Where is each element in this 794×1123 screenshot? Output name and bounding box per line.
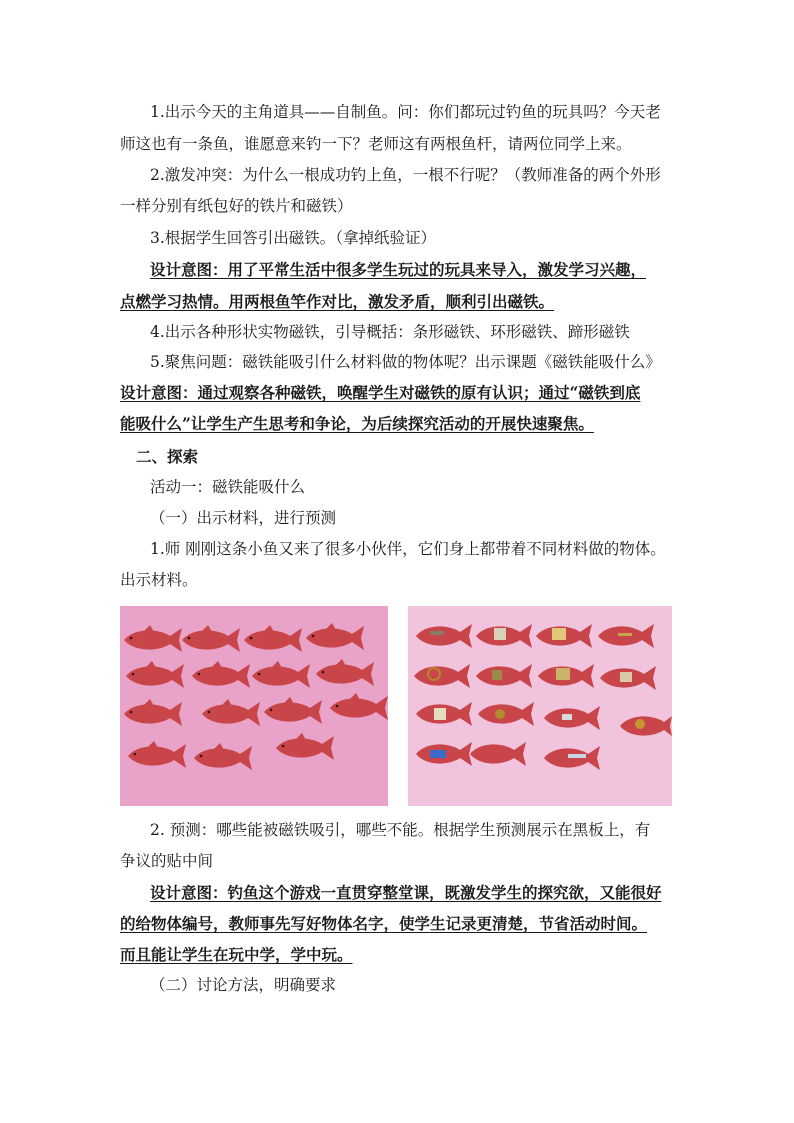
photo-fish-objects [408, 606, 672, 806]
design-intent-1: 设计意图：用了平常生活中很多学生玩过的玩具来导入，激发学习兴趣， [150, 260, 647, 279]
activity-title: 活动一：磁铁能吸什么 [150, 478, 306, 496]
intro-paragraph-1: 1.出示今天的主角道具——自制鱼。问：你们都玩过钓鱼的玩具吗？今天老 [150, 103, 661, 121]
design-intent-3-cont: 的给物体编号，教师事先写好物体名字，使学生记录更清楚，节省活动时间。 [120, 914, 648, 933]
fish-objects-svg [408, 606, 672, 806]
teacher-line-1-cont: 出示材料。 [120, 571, 198, 589]
photo-fish-labeled [120, 606, 388, 806]
intro-paragraph-2: 2.激发冲突：为什么一根成功钓上鱼，一根不行呢？（教师准备的两个外形 [150, 166, 661, 184]
design-intent-2-cont: 能吸什么”让学生产生思考和争论，为后续探究活动的开展快速聚焦。 [120, 414, 594, 433]
subsection-2: （二）讨论方法，明确要求 [150, 976, 337, 994]
design-intent-3: 设计意图：钓鱼这个游戏一直贯穿整堂课，既激发学生的探究欲，又能很好 [150, 883, 662, 902]
design-intent-1-cont: 点燃学习热情。用两根鱼竿作对比，激发矛盾，顺利引出磁铁。 [120, 292, 555, 311]
intro-paragraph-4: 4.出示各种形状实物磁铁，引导概括：条形磁铁、环形磁铁、蹄形磁铁 [150, 323, 630, 341]
prediction-line: 2. 预测：哪些能被磁铁吸引，哪些不能。根据学生预测展示在黑板上，有 [150, 821, 651, 839]
intro-paragraph-2-cont: 一样分别有纸包好的铁片和磁铁） [120, 197, 353, 215]
section-heading-explore: 二、探索 [136, 447, 199, 466]
fish-labeled-svg [120, 606, 388, 806]
prediction-line-cont: 争议的贴中间 [120, 852, 214, 870]
design-intent-2: 设计意图：通过观察各种磁铁，唤醒学生对磁铁的原有认识；通过“磁铁到底 [120, 383, 641, 402]
design-intent-3-end: 而且能让学生在玩中学，学中玩。 [120, 945, 353, 964]
subsection-1: （一）出示材料，进行预测 [150, 509, 337, 527]
intro-paragraph-3: 3.根据学生回答引出磁铁。（拿掉纸验证） [150, 229, 437, 247]
intro-paragraph-1-cont: 师这也有一条鱼，谁愿意来钓一下？老师这有两根鱼杆，请两位同学上来。 [120, 135, 632, 153]
intro-paragraph-5: 5.聚焦问题：磁铁能吸引什么材料做的物体呢？出示课题《磁铁能吸什么》 [150, 353, 661, 371]
teacher-line-1: 1.师 刚刚这条小鱼又来了很多小伙伴，它们身上都带着不同材料做的物体。 [150, 540, 666, 558]
